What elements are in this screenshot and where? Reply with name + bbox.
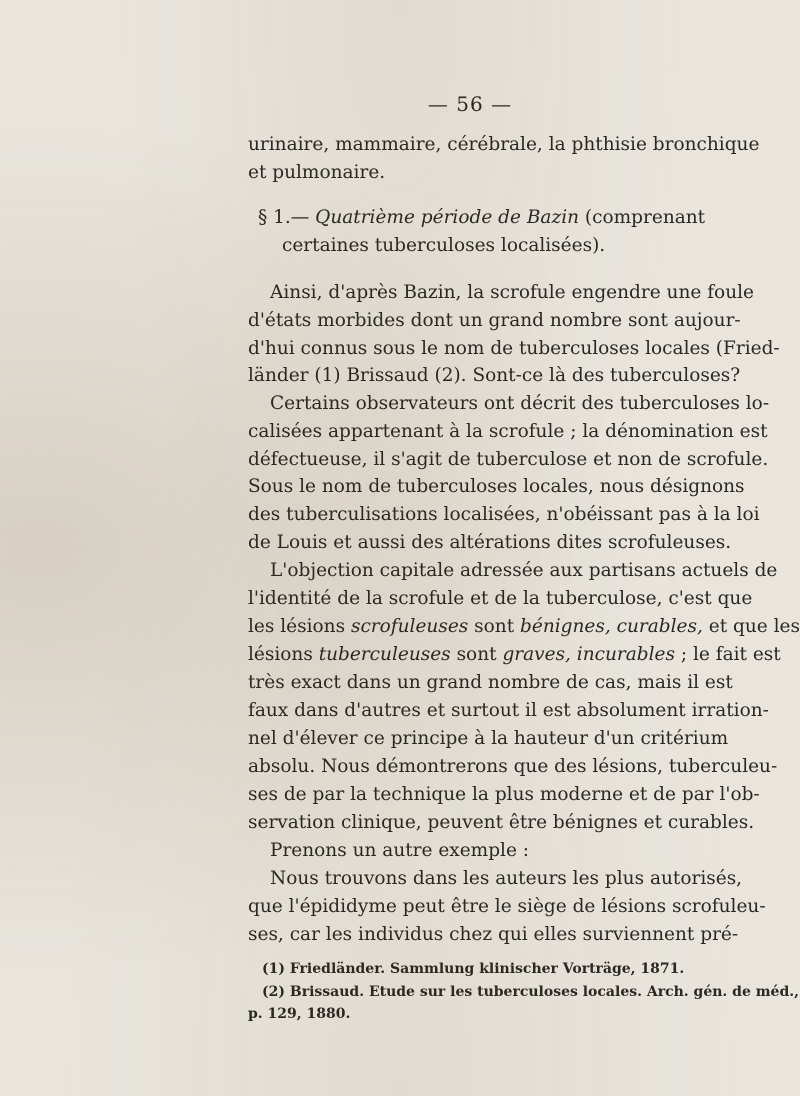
text-line: des tuberculisations localisées, n'obéissant pas à la loi [248,504,760,525]
section-number: § 1.— [258,207,316,228]
page-number: — 56 — [427,92,513,116]
text-line: et pulmonaire. [248,162,386,183]
section-heading [258,203,714,233]
text-line: calisées appartenant à la scrofule ; la dénomination est [248,421,768,442]
footnote-2-continued: p. 129, 1880. [248,1006,351,1022]
text-line: ses de par la technique la plus moderne et de par l'ob- [248,784,760,805]
text-run: les lésions [248,616,351,637]
text-run: sont [468,616,521,637]
text-run: ; le fait est [675,644,781,665]
text-line: ses, car les individus chez qui elles surviennent pré- [248,924,739,945]
text-line: L'objection capitale adressée aux partisans actuels de [270,560,778,581]
text-line: d'hui connus sous le nom de tuberculoses locales (Fried- [248,338,780,359]
text-line [248,640,781,670]
text-line: que l'épididyme peut être le siège de lésions scrofuleu- [248,896,766,917]
text-line: Prenons un autre exemple : [270,840,530,861]
section-title-suffix: (comprenant [579,207,706,228]
text-line: de Louis et aussi des altérations dites scrofuleuses. [248,532,732,553]
text-line: d'états morbides dont un grand nombre sont aujour- [248,310,741,331]
section-heading-line2: certaines tuberculoses localisées). [282,235,606,256]
text-run: sont [450,644,503,665]
section-title: Quatrième période de Bazin [315,207,580,228]
text-line: servation clinique, peuvent être bénignes et curables. [248,812,755,833]
text-line: Certains observateurs ont décrit des tuberculoses lo- [270,393,770,414]
italic-term: tuberculeuses [318,644,451,665]
footnote-2: (2) Brissaud. Etude sur les tuberculoses locales. Arch. gén. de méd., [262,984,799,1000]
text-line: absolu. Nous démontrerons que des lésions, tuberculeu- [248,756,778,777]
text-line: nel d'élever ce principe à la hauteur d'un critérium [248,728,729,749]
italic-term: graves, incurables [502,644,675,665]
text-run: lésions [248,644,319,665]
text-run: et que les [702,616,800,637]
text-line: länder (1) Brissaud (2). Sont-ce là des tuberculoses? [248,365,741,386]
text-line [248,612,800,642]
text-line: très exact dans un grand nombre de cas, mais il est [248,672,733,693]
footnote-1: (1) Friedländer. Sammlung klinischer Vorträge, 1871. [262,961,685,977]
text-line: Sous le nom de tuberculoses locales, nous désignons [248,476,745,497]
text-line: l'identité de la scrofule et de la tuberculose, c'est que [248,588,753,609]
text-line: défectueuse, il s'agit de tuberculose et non de scrofule. [248,449,769,470]
text-line: urinaire, mammaire, cérébrale, la phthisie bronchique [248,134,760,155]
text-line: faux dans d'autres et surtout il est absolument irration- [248,700,769,721]
italic-term: scrofuleuses [350,616,469,637]
italic-term: bénignes, curables, [520,616,703,637]
text-line: Nous trouvons dans les auteurs les plus autorisés, [270,868,743,889]
text-line: Ainsi, d'après Bazin, la scrofule engendre une foule [270,282,754,303]
